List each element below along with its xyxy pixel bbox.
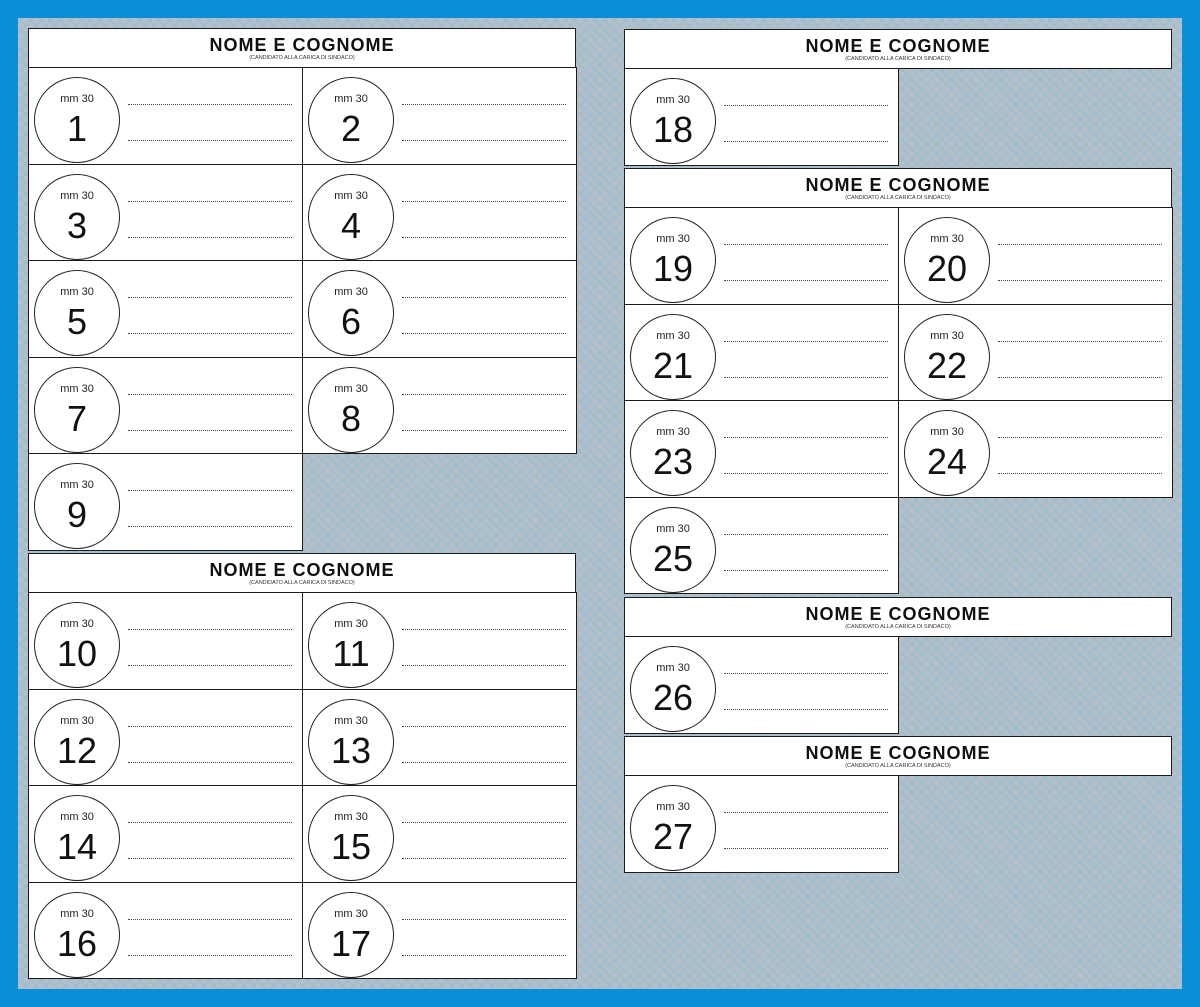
dotted-name-line xyxy=(402,919,566,920)
dotted-name-line xyxy=(998,244,1162,245)
list-number: 7 xyxy=(66,397,88,439)
list-number: 22 xyxy=(926,344,968,386)
dotted-name-line xyxy=(128,201,292,202)
circle-size-label: mm 30 xyxy=(60,907,94,920)
list-cell xyxy=(28,164,303,262)
circle-size-label: mm 30 xyxy=(656,801,690,813)
dotted-name-line xyxy=(724,812,888,813)
circle-size-label: mm 30 xyxy=(60,714,94,727)
candidate-header-subtitle: (CANDIDATO ALLA CARICA DI SINDACO) xyxy=(845,763,951,769)
dotted-name-line xyxy=(128,140,292,141)
dotted-name-line xyxy=(724,534,888,535)
symbol-circle xyxy=(308,174,394,260)
candidate-header-title: NOME E COGNOME xyxy=(209,35,395,55)
list-cell xyxy=(624,497,899,595)
dotted-name-line xyxy=(402,237,566,238)
symbol-circle xyxy=(308,892,394,978)
circle-size-label: mm 30 xyxy=(656,426,690,438)
list-cell xyxy=(302,592,577,690)
circle-size-label: mm 30 xyxy=(60,618,94,630)
dotted-name-line xyxy=(402,665,566,666)
dotted-name-line xyxy=(724,709,888,710)
symbol-circle xyxy=(308,367,394,453)
list-cell xyxy=(898,400,1173,498)
circle-size-label: mm 30 xyxy=(930,329,964,342)
circle-size-label: mm 30 xyxy=(334,714,368,727)
symbol-circle xyxy=(34,602,120,688)
candidate-header-subtitle: (CANDIDATO ALLA CARICA DI SINDACO) xyxy=(249,580,355,586)
circle-size-label: mm 30 xyxy=(334,286,368,298)
list-cell xyxy=(624,304,899,402)
dotted-name-line xyxy=(128,237,292,238)
symbol-circle xyxy=(630,507,716,593)
list-cell xyxy=(28,260,303,358)
list-number: 21 xyxy=(652,344,694,386)
list-number: 14 xyxy=(56,826,98,867)
circle-size-label: mm 30 xyxy=(656,94,690,106)
list-cell xyxy=(28,785,303,883)
circle-size-label: mm 30 xyxy=(60,189,94,202)
symbol-circle xyxy=(630,217,716,303)
list-number: 8 xyxy=(340,397,362,439)
dotted-name-line xyxy=(128,490,292,491)
dotted-name-line xyxy=(724,341,888,342)
dotted-name-line xyxy=(402,629,566,630)
circle-size-label: mm 30 xyxy=(334,189,368,202)
list-number: 2 xyxy=(340,108,362,149)
dotted-name-line xyxy=(724,377,888,378)
list-cell xyxy=(302,785,577,883)
list-cell xyxy=(624,636,899,734)
candidate-header-subtitle: (CANDIDATO ALLA CARICA DI SINDACO) xyxy=(845,56,951,62)
candidate-header-title: NOME E COGNOME xyxy=(209,560,395,580)
dotted-name-line xyxy=(128,858,292,859)
list-number: 25 xyxy=(652,537,694,579)
list-number: 17 xyxy=(330,922,372,964)
dotted-name-line xyxy=(724,280,888,281)
list-number: 27 xyxy=(652,816,694,857)
dotted-name-line xyxy=(128,919,292,920)
circle-size-label: mm 30 xyxy=(60,93,94,105)
dotted-name-line xyxy=(998,473,1162,474)
list-cell xyxy=(302,164,577,262)
list-number: 13 xyxy=(330,729,372,771)
dotted-name-line xyxy=(128,333,292,334)
list-number: 23 xyxy=(652,441,694,482)
list-number: 6 xyxy=(340,301,362,342)
dotted-name-line xyxy=(128,955,292,956)
list-cell xyxy=(898,207,1173,305)
symbol-circle xyxy=(34,892,120,978)
symbol-circle xyxy=(308,699,394,785)
list-number: 19 xyxy=(652,248,694,289)
circle-size-label: mm 30 xyxy=(334,382,368,395)
dotted-name-line xyxy=(128,394,292,395)
circle-size-label: mm 30 xyxy=(656,233,690,245)
dotted-name-line xyxy=(998,341,1162,342)
list-cell xyxy=(28,689,303,787)
symbol-circle xyxy=(34,174,120,260)
ballot-inner-area xyxy=(18,18,1182,989)
dotted-name-line xyxy=(724,437,888,438)
candidate-header xyxy=(28,553,576,593)
list-number: 24 xyxy=(926,441,968,482)
symbol-circle xyxy=(630,785,716,871)
candidate-header-subtitle: (CANDIDATO ALLA CARICA DI SINDACO) xyxy=(845,195,951,201)
circle-size-label: mm 30 xyxy=(334,811,368,823)
symbol-circle xyxy=(904,410,990,496)
symbol-circle xyxy=(904,217,990,303)
list-cell xyxy=(302,882,577,980)
symbol-circle xyxy=(630,646,716,732)
list-number: 18 xyxy=(652,109,694,150)
dotted-name-line xyxy=(128,430,292,431)
candidate-header-title: NOME E COGNOME xyxy=(805,604,991,624)
dotted-name-line xyxy=(724,848,888,849)
symbol-circle xyxy=(34,699,120,785)
list-number: 1 xyxy=(66,108,88,149)
dotted-name-line xyxy=(402,394,566,395)
circle-size-label: mm 30 xyxy=(334,618,368,630)
list-number: 3 xyxy=(66,204,88,246)
symbol-circle xyxy=(630,78,716,164)
symbol-circle xyxy=(630,314,716,400)
candidate-header-subtitle: (CANDIDATO ALLA CARICA DI SINDACO) xyxy=(249,55,355,61)
list-cell xyxy=(624,400,899,498)
dotted-name-line xyxy=(998,377,1162,378)
list-cell xyxy=(624,775,899,873)
list-number: 4 xyxy=(340,204,362,246)
symbol-circle xyxy=(308,795,394,881)
dotted-name-line xyxy=(724,673,888,674)
dotted-name-line xyxy=(402,726,566,727)
list-number: 20 xyxy=(926,248,968,289)
dotted-name-line xyxy=(998,437,1162,438)
list-cell xyxy=(28,357,303,455)
dotted-name-line xyxy=(402,333,566,334)
symbol-circle xyxy=(34,367,120,453)
dotted-name-line xyxy=(128,665,292,666)
dotted-name-line xyxy=(128,104,292,105)
list-cell xyxy=(302,357,577,455)
symbol-circle xyxy=(34,77,120,163)
list-cell xyxy=(624,207,899,305)
dotted-name-line xyxy=(402,762,566,763)
dotted-name-line xyxy=(402,955,566,956)
circle-size-label: mm 30 xyxy=(60,479,94,491)
list-cell xyxy=(898,304,1173,402)
dotted-name-line xyxy=(402,822,566,823)
dotted-name-line xyxy=(402,430,566,431)
list-number: 10 xyxy=(56,633,98,674)
candidate-header xyxy=(624,29,1172,69)
dotted-name-line xyxy=(128,726,292,727)
dotted-name-line xyxy=(724,105,888,106)
circle-size-label: mm 30 xyxy=(334,93,368,105)
symbol-circle xyxy=(34,270,120,356)
candidate-header xyxy=(624,168,1172,208)
symbol-circle xyxy=(308,270,394,356)
list-cell xyxy=(624,68,899,166)
circle-size-label: mm 30 xyxy=(656,662,690,674)
candidate-header xyxy=(624,597,1172,637)
dotted-name-line xyxy=(402,201,566,202)
dotted-name-line xyxy=(128,629,292,630)
dotted-name-line xyxy=(128,822,292,823)
list-cell xyxy=(302,689,577,787)
candidate-header-subtitle: (CANDIDATO ALLA CARICA DI SINDACO) xyxy=(845,624,951,630)
list-number: 9 xyxy=(66,494,88,535)
list-number: 5 xyxy=(66,301,88,342)
circle-size-label: mm 30 xyxy=(656,329,690,342)
list-cell xyxy=(28,592,303,690)
circle-size-label: mm 30 xyxy=(930,233,964,245)
dotted-name-line xyxy=(724,473,888,474)
circle-size-label: mm 30 xyxy=(656,522,690,535)
circle-size-label: mm 30 xyxy=(60,382,94,395)
candidate-header-title: NOME E COGNOME xyxy=(805,175,991,195)
circle-size-label: mm 30 xyxy=(60,286,94,298)
list-cell xyxy=(28,67,303,165)
dotted-name-line xyxy=(128,297,292,298)
candidate-header xyxy=(28,28,576,68)
list-cell xyxy=(28,453,303,551)
dotted-name-line xyxy=(128,762,292,763)
symbol-circle xyxy=(34,463,120,549)
candidate-header-title: NOME E COGNOME xyxy=(805,743,991,763)
list-number: 11 xyxy=(332,633,370,674)
dotted-name-line xyxy=(402,297,566,298)
dotted-name-line xyxy=(724,141,888,142)
list-number: 15 xyxy=(330,826,372,867)
dotted-name-line xyxy=(724,570,888,571)
circle-size-label: mm 30 xyxy=(334,907,368,920)
list-cell xyxy=(302,260,577,358)
symbol-circle xyxy=(308,77,394,163)
symbol-circle xyxy=(34,795,120,881)
list-cell xyxy=(28,882,303,980)
dotted-name-line xyxy=(402,858,566,859)
list-number: 26 xyxy=(652,677,694,718)
symbol-circle xyxy=(904,314,990,400)
dotted-name-line xyxy=(402,104,566,105)
candidate-header-title: NOME E COGNOME xyxy=(805,36,991,56)
dotted-name-line xyxy=(998,280,1162,281)
candidate-header xyxy=(624,736,1172,776)
list-number: 12 xyxy=(56,729,98,771)
circle-size-label: mm 30 xyxy=(60,811,94,823)
dotted-name-line xyxy=(402,140,566,141)
dotted-name-line xyxy=(128,526,292,527)
dotted-name-line xyxy=(724,244,888,245)
symbol-circle xyxy=(630,410,716,496)
list-number: 16 xyxy=(56,922,98,964)
list-cell xyxy=(302,67,577,165)
circle-size-label: mm 30 xyxy=(930,426,964,438)
symbol-circle xyxy=(308,602,394,688)
